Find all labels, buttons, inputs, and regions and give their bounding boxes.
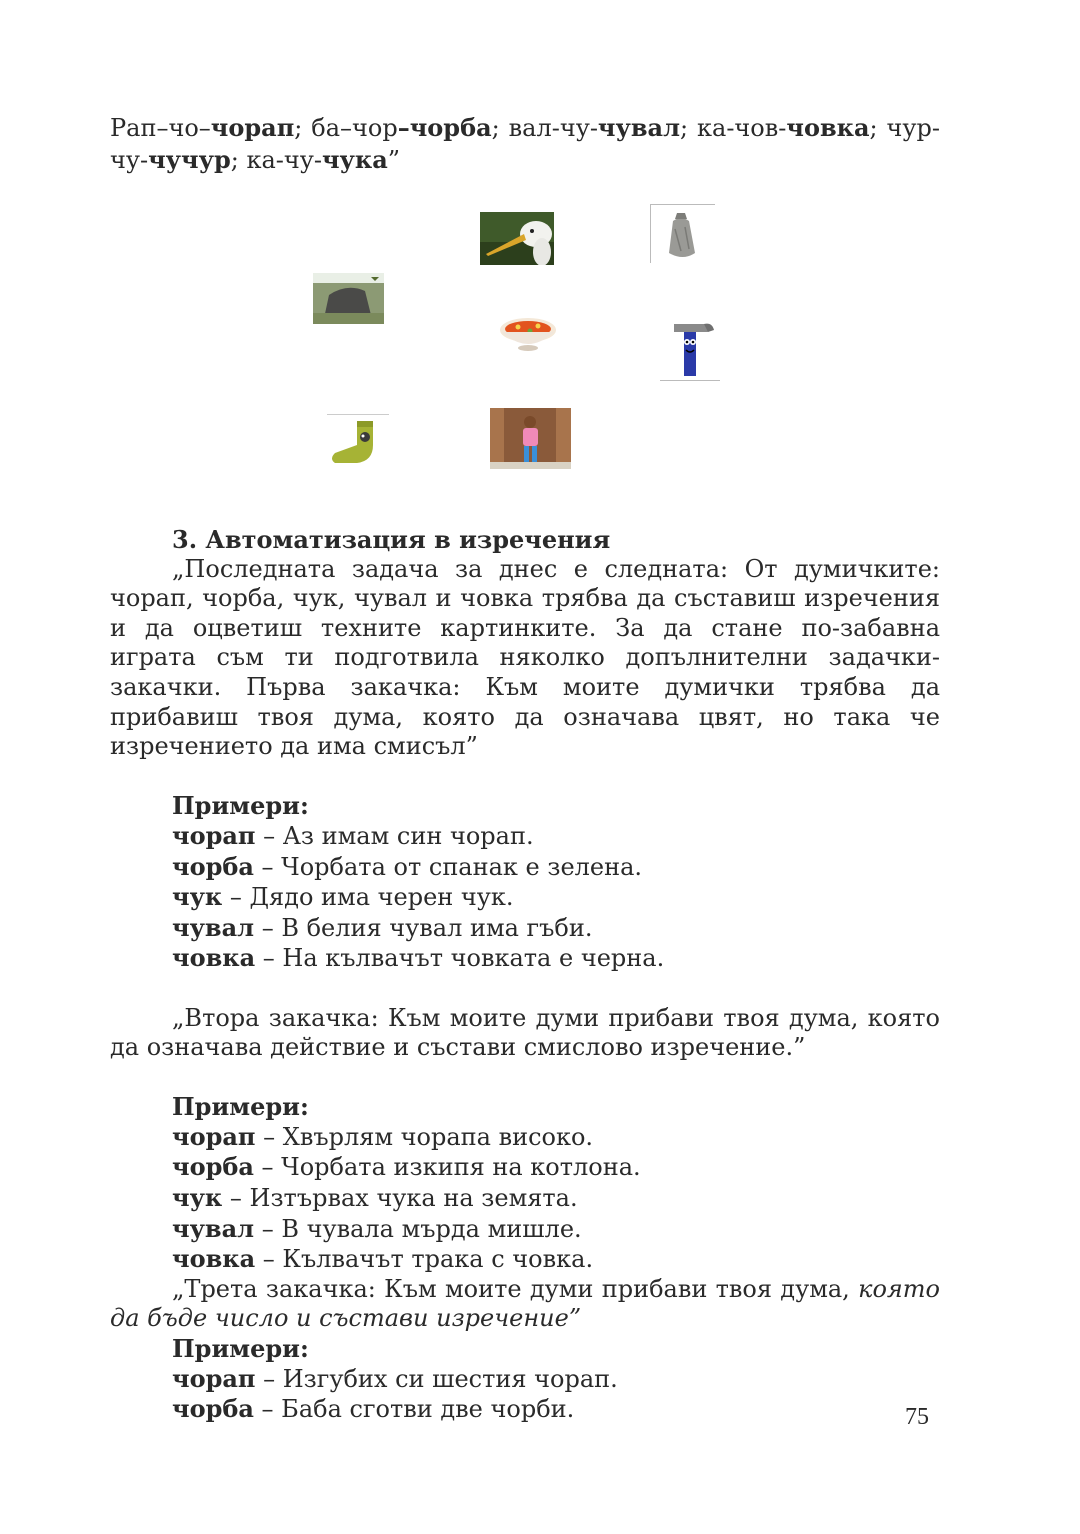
- examples-title: Примери:: [172, 791, 309, 821]
- example-line: чорап – Хвърлям чорапа високо.: [172, 1121, 594, 1151]
- example-line: чорап – Изгубих си шестия чорап.: [172, 1363, 618, 1393]
- examples-color: [110, 791, 940, 974]
- second-task-paragraph: „Втора закачка: Към моите думи прибави твоя дума, която да означава действие и състави смислово изречение.”: [110, 1003, 940, 1062]
- child-fountain-picture: [490, 408, 571, 469]
- examples-title: Примери:: [172, 1334, 309, 1364]
- hammer-picture: [660, 320, 720, 381]
- soup-bowl-picture: [498, 312, 558, 352]
- third-task-paragraph: „Трета закачка: Към моите думи прибави твоя дума, която да бъде число и състави изречение”: [110, 1274, 940, 1333]
- sock-picture: [327, 414, 389, 468]
- sack-picture: [650, 204, 715, 263]
- example-line: чук – Дядо има черен чук.: [172, 882, 514, 912]
- example-line: чувал – В чувала мърда мишле.: [172, 1213, 582, 1243]
- section-heading: 3. Автоматизация в изречения: [172, 525, 611, 554]
- example-line: чорап – Аз имам син чорап.: [172, 820, 534, 850]
- examples-title: Примери:: [172, 1092, 309, 1122]
- example-line: човка – На кълвачът човката е черна.: [172, 943, 665, 973]
- examples-action: [110, 1092, 940, 1275]
- examples-number: [110, 1334, 940, 1425]
- example-line: човка – Кълвачът трака с човка.: [172, 1244, 594, 1274]
- stone-picture: [313, 273, 384, 324]
- syllable-word-list: Рап–чо–чорап; ба–чор–чорба; вал-чу-чувал; ка-чов-човка; чур-чу-чучур; ка-чу-чука”: [110, 113, 940, 174]
- task-paragraph: „Последната задача за днес е следната: От думичките: чорап, чорба, чук, чувал и човка трябва да съставиш изречения и да оцветиш техните картинките. За да стане по-забавна играта съм ти подготвила няколко допълнителни задачки-закачки. Първа закачка: Към моите думички трябва да прибавиш твоя дума, която да означава цвят, но така че изречението да има смисъл”: [110, 554, 940, 761]
- page-number: 75: [905, 1404, 929, 1430]
- example-line: чук – Изтървах чука на земята.: [172, 1183, 578, 1213]
- example-line: чорба – Баба сготви две чорби.: [172, 1394, 575, 1424]
- example-line: чорба – Чорбата изкипя на котлона.: [172, 1152, 641, 1182]
- example-line: чувал – В белия чувал има гъби.: [172, 912, 593, 942]
- heron-head-picture: [480, 212, 554, 265]
- main-text: [110, 525, 940, 1425]
- example-line: чорба – Чорбата от спанак е зелена.: [172, 851, 643, 881]
